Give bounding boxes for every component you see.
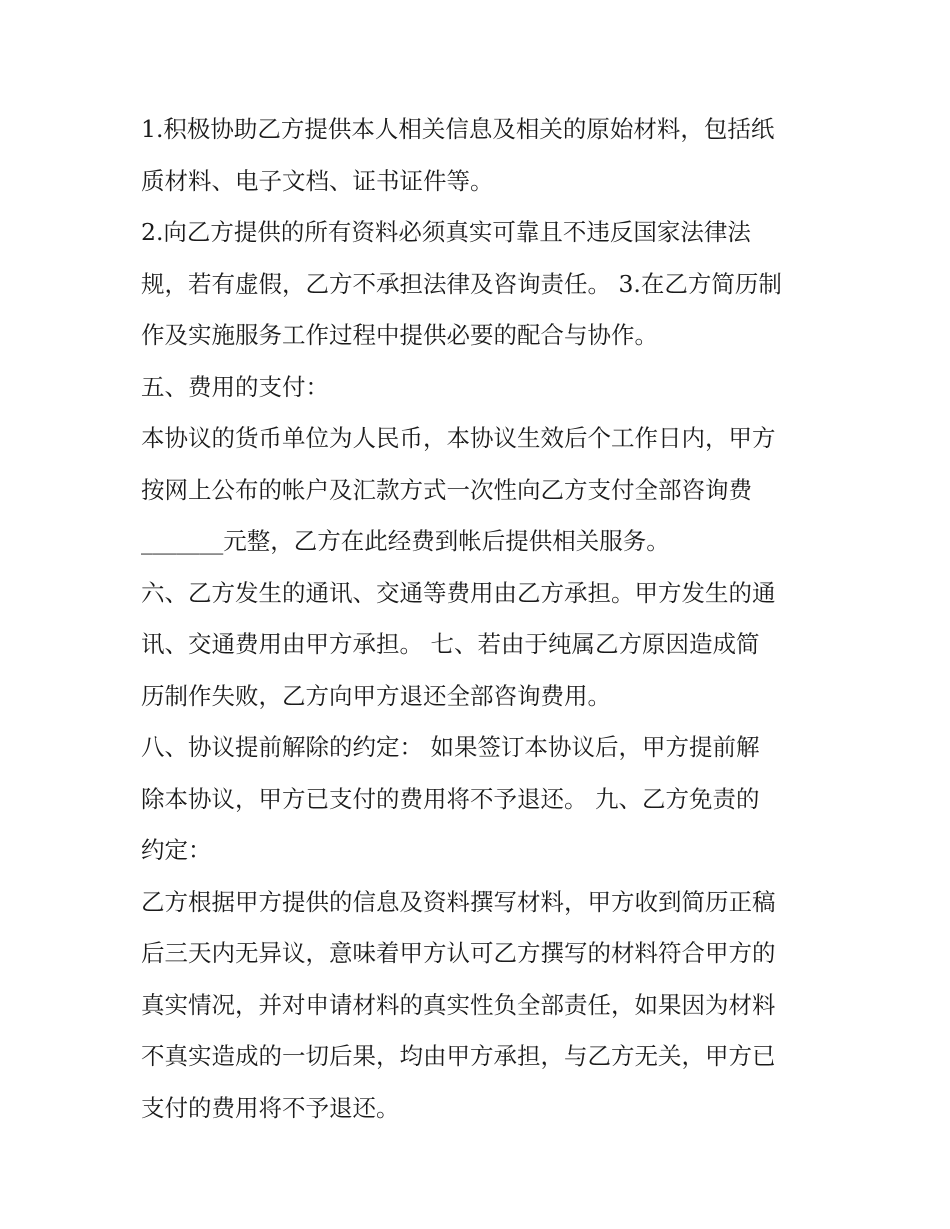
- text-line: 八、协议提前解除的约定： 如果签订本协议后，甲方提前解: [141, 733, 760, 761]
- text-line: 支付的费用将不予退还。: [141, 1093, 400, 1122]
- text-line: 规，若有虚假，乙方不承担法律及咨询责任。 3.在乙方简历制: [141, 269, 782, 298]
- text-line: _______元整，乙方在此经费到帐后提供相关服务。: [141, 527, 670, 555]
- text-line: 讯、交通费用由甲方承担。 七、若由于纯属乙方原因造成简: [141, 630, 760, 658]
- section-heading: 五、费用的支付：: [141, 372, 329, 401]
- text-line: 后三天内无异议，意味着甲方认可乙方撰写的材料符合甲方的: [141, 939, 776, 967]
- text-line: 约定：: [141, 836, 212, 864]
- text-line: 按网上公布的帐户及汇款方式一次性向乙方支付全部咨询费: [141, 475, 752, 504]
- text-line: 1.积极协助乙方提供本人相关信息及相关的原始材料，包括纸: [141, 115, 775, 143]
- text-line: 2.向乙方提供的所有资料必须真实可靠且不违反国家法律法: [141, 218, 751, 246]
- text-line: 六、乙方发生的通讯、交通等费用由乙方承担。甲方发生的通: [141, 578, 776, 607]
- text-line: 作及实施服务工作过程中提供必要的配合与协作。: [141, 321, 658, 349]
- text-line: 历制作失败，乙方向甲方退还全部咨询费用。: [141, 681, 611, 710]
- text-line: 不真实造成的一切后果，均由甲方承担，与乙方无关，甲方已: [141, 1042, 776, 1070]
- text-line: 乙方根据甲方提供的信息及资料撰写材料，甲方收到简历正稿: [141, 887, 776, 916]
- document-body: [141, 104, 821, 1134]
- text-line: 质材料、电子文档、证书证件等。: [141, 166, 494, 195]
- text-line: 除本协议，甲方已支付的费用将不予退还。 九、乙方免责的: [141, 784, 760, 813]
- text-line: 本协议的货币单位为人民币，本协议生效后个工作日内，甲方: [141, 424, 776, 452]
- text-line: 真实情况，并对申请材料的真实性负全部责任，如果因为材料: [141, 990, 776, 1019]
